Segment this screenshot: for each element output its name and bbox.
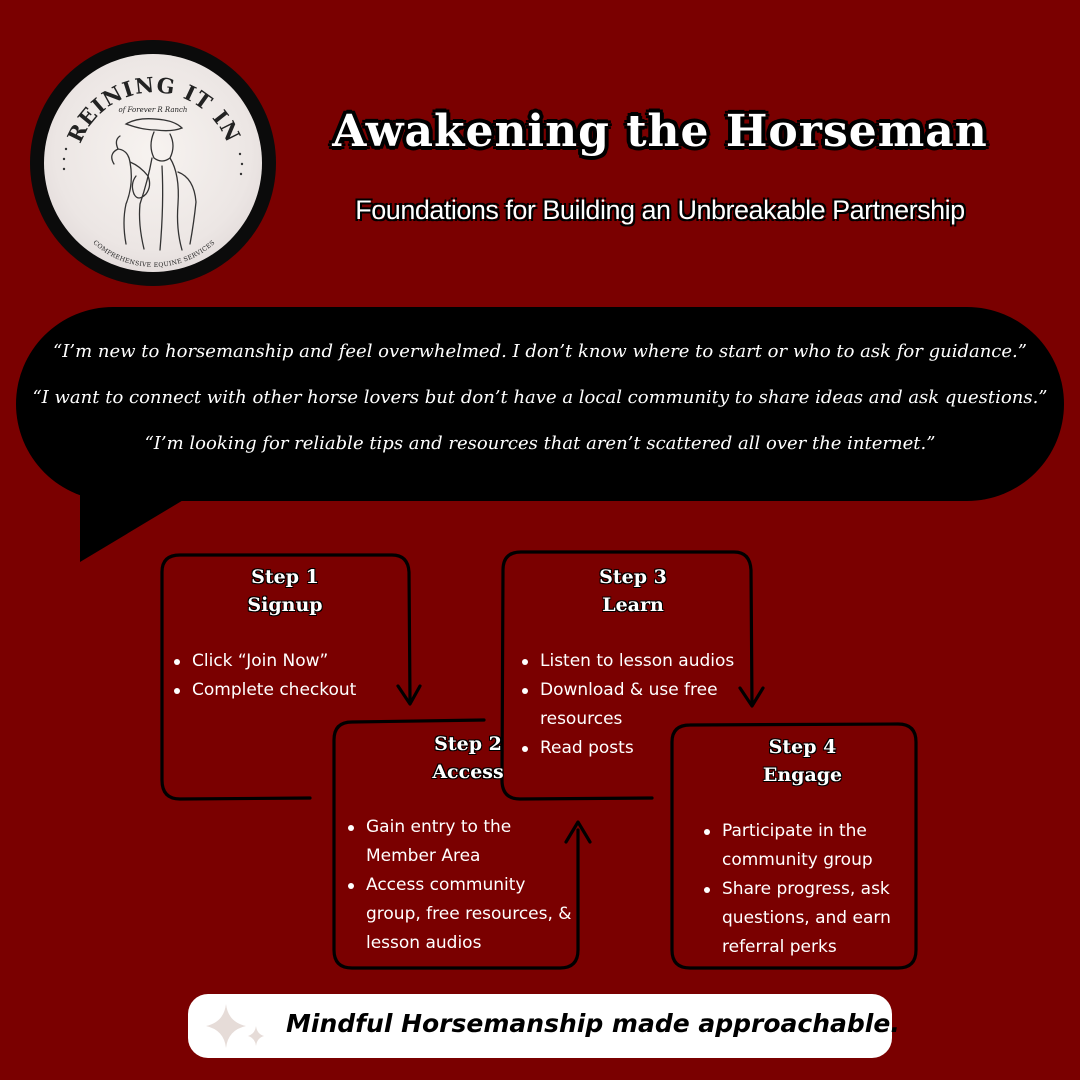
page-title: Awakening the Horseman	[332, 106, 988, 157]
step-4-list	[700, 817, 905, 962]
step-4-name: Engage	[762, 764, 843, 786]
logo-tagline: COMPREHENSIVE EQUINE SERVICES	[91, 239, 217, 269]
footer-tagline: Mindful Horsemanship made approachable.	[286, 1009, 900, 1038]
list-item: Click “Join Now”	[170, 647, 400, 676]
logo-name: REINING IT IN	[62, 71, 246, 147]
step-1-list	[170, 647, 400, 705]
svg-text:COMPREHENSIVE EQUINE SERVICES	[92, 239, 217, 269]
sparkle-icon	[200, 1000, 270, 1052]
horse-rider-illustration	[44, 54, 262, 272]
list-item: Share progress, ask questions, and earn referral perks	[700, 875, 905, 962]
logo	[30, 40, 276, 286]
quote-3: “I’m looking for reliable tips and resources that aren’t scattered all over the internet.”	[144, 433, 936, 454]
step-1	[170, 563, 400, 705]
logo-badge	[44, 54, 262, 272]
step-4-number: Step 4	[768, 736, 837, 758]
footer-banner	[188, 994, 900, 1058]
list-item: Complete checkout	[170, 676, 400, 705]
quote-2: “I want to connect with other horse lovers but don’t have a local community to share ideas and ask questions.”	[32, 387, 1048, 408]
step-2-name: Access	[432, 761, 504, 783]
step-1-name: Signup	[247, 594, 323, 616]
list-item: Read posts	[518, 734, 748, 763]
quote-1: “I’m new to horsemanship and feel overwhelmed. I don’t know where to start or who to ask for guidance.”	[53, 341, 1027, 362]
list-item: Download & use free resources	[518, 676, 748, 734]
step-2	[344, 730, 572, 958]
quotes	[16, 340, 1064, 478]
step-3-name: Learn	[602, 594, 664, 616]
step-2-number: Step 2	[434, 733, 502, 755]
step-3-number: Step 3	[599, 566, 667, 588]
list-item: Participate in the community group	[700, 817, 905, 875]
logo-sub: of Forever R Ranch	[118, 106, 188, 114]
page-subtitle: Foundations for Building an Unbreakable Partnership	[355, 195, 965, 225]
step-4	[700, 733, 905, 962]
step-1-number: Step 1	[251, 566, 319, 588]
step-2-list	[344, 813, 572, 958]
list-item: Listen to lesson audios	[518, 647, 748, 676]
list-item: Access community group, free resources, & lesson audios	[344, 871, 572, 958]
list-item: Gain entry to the Member Area	[344, 813, 572, 871]
